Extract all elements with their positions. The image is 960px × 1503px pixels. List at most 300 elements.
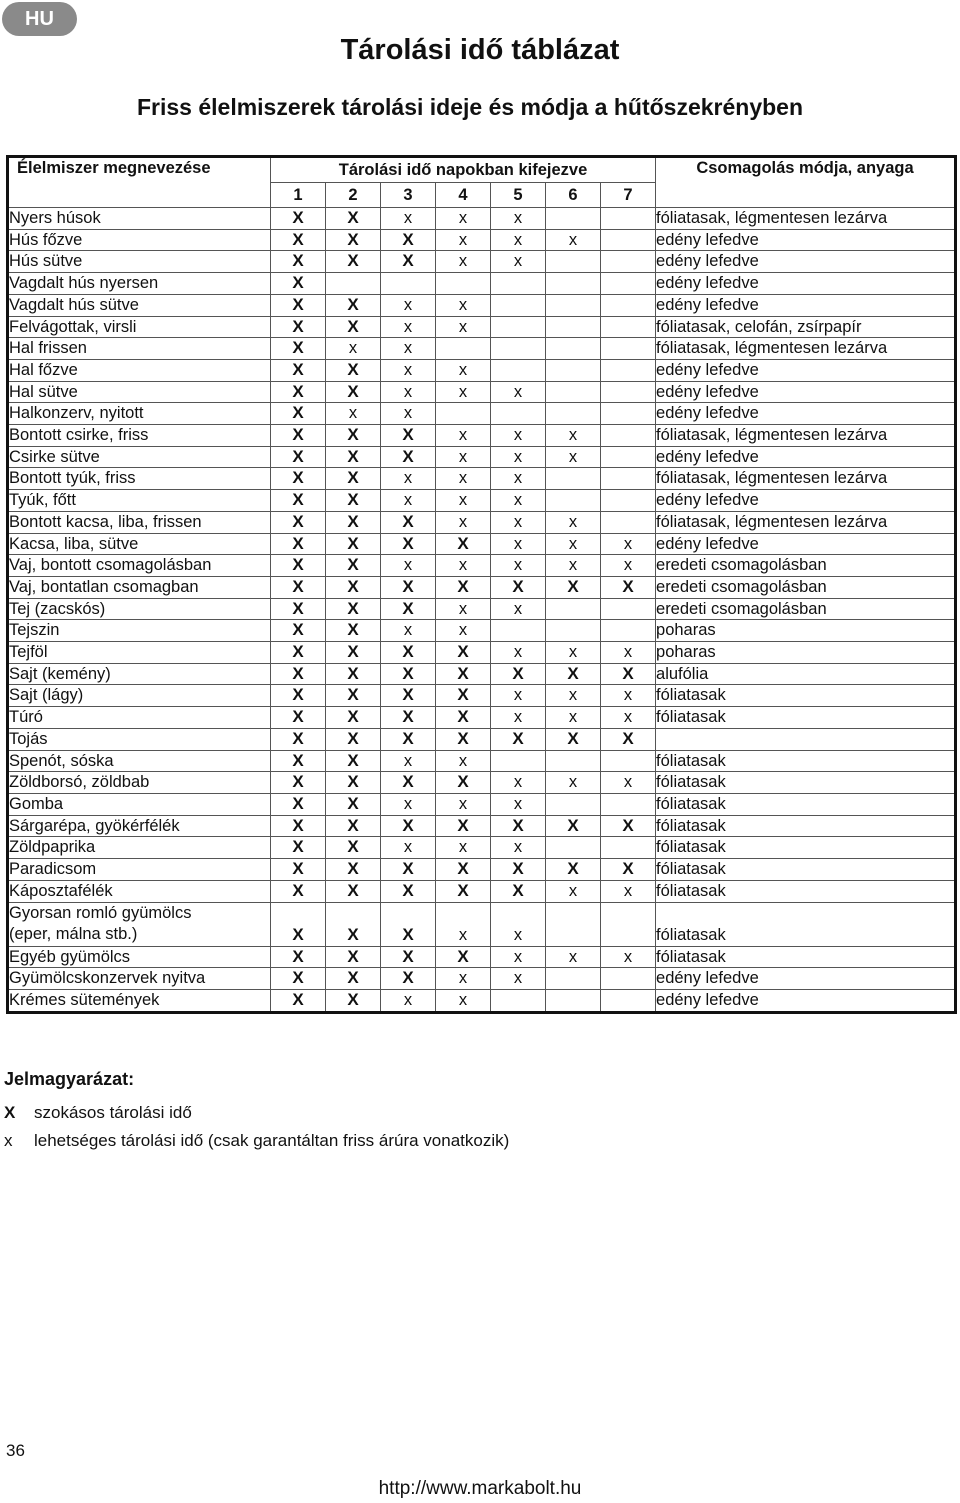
food-name-cell: Sárgarépa, gyökérfélék xyxy=(8,815,271,837)
food-name-cell: Krémes sütemények xyxy=(8,989,271,1012)
table-row xyxy=(8,533,956,555)
packaging-cell: fóliatasak, légmentesen lezárva xyxy=(656,425,956,447)
food-name-cell: Kacsa, liba, sütve xyxy=(8,533,271,555)
day-5-mark: x xyxy=(491,468,546,490)
day-2-mark: X xyxy=(326,880,381,902)
day-2-mark: X xyxy=(326,859,381,881)
day-4-mark xyxy=(436,403,491,425)
language-badge: HU xyxy=(2,2,77,36)
table-row xyxy=(8,989,956,1012)
day-6-mark xyxy=(546,902,601,946)
packaging-cell: poharas xyxy=(656,642,956,664)
table-row xyxy=(8,663,956,685)
packaging-cell: alufólia xyxy=(656,663,956,685)
food-name-cell: Hús sütve xyxy=(8,251,271,273)
day-1-mark: X xyxy=(271,425,326,447)
day-1-mark: X xyxy=(271,598,326,620)
day-6-mark xyxy=(546,316,601,338)
day-3-mark: x xyxy=(381,359,436,381)
table-row xyxy=(8,576,956,598)
day-4-mark: x xyxy=(436,837,491,859)
day-1-mark: X xyxy=(271,728,326,750)
day-7-mark: X xyxy=(601,576,656,598)
packaging-cell: eredeti csomagolásban xyxy=(656,555,956,577)
table-row xyxy=(8,251,956,273)
day-5-mark: x xyxy=(491,598,546,620)
day-2-mark: X xyxy=(326,620,381,642)
packaging-cell: edény lefedve xyxy=(656,381,956,403)
table-row xyxy=(8,968,956,990)
day-4-mark: X xyxy=(436,728,491,750)
food-name-cell: Bontott kacsa, liba, frissen xyxy=(8,511,271,533)
packaging-cell: fóliatasak, légmentesen lezárva xyxy=(656,468,956,490)
table-row xyxy=(8,511,956,533)
packaging-cell: fóliatasak xyxy=(656,859,956,881)
day-2-mark: x xyxy=(326,403,381,425)
day-5-mark: X xyxy=(491,576,546,598)
day-1-mark: X xyxy=(271,642,326,664)
day-3-mark: X xyxy=(381,598,436,620)
day-6-mark xyxy=(546,598,601,620)
day-4-mark: x xyxy=(436,251,491,273)
day-7-mark: x xyxy=(601,555,656,577)
day-5-mark: x xyxy=(491,533,546,555)
day-5-mark xyxy=(491,620,546,642)
day-4-mark: x xyxy=(436,208,491,230)
day-2-mark: X xyxy=(326,837,381,859)
day-5-mark xyxy=(491,989,546,1012)
day-1-mark: X xyxy=(271,316,326,338)
table-row xyxy=(8,902,956,946)
day-7-mark xyxy=(601,446,656,468)
day-4-mark: X xyxy=(436,815,491,837)
food-name-cell: Spenót, sóska xyxy=(8,750,271,772)
day-7-mark: X xyxy=(601,815,656,837)
day-7-mark xyxy=(601,837,656,859)
day-5-mark: x xyxy=(491,707,546,729)
packaging-cell: fóliatasak, celofán, zsírpapír xyxy=(656,316,956,338)
packaging-cell: poharas xyxy=(656,620,956,642)
table-row xyxy=(8,403,956,425)
day-3-mark: X xyxy=(381,968,436,990)
table-row xyxy=(8,338,956,360)
packaging-cell: edény lefedve xyxy=(656,251,956,273)
day-3-mark: x xyxy=(381,555,436,577)
day-2-mark: X xyxy=(326,446,381,468)
food-name-cell: Bontott csirke, friss xyxy=(8,425,271,447)
day-7-mark xyxy=(601,598,656,620)
day-4-mark: x xyxy=(436,793,491,815)
day-5-mark xyxy=(491,294,546,316)
day-7-mark xyxy=(601,208,656,230)
day-4-mark: x xyxy=(436,359,491,381)
day-3-mark: X xyxy=(381,511,436,533)
day-4-mark: x xyxy=(436,490,491,512)
table-row xyxy=(8,555,956,577)
day-7-mark xyxy=(601,793,656,815)
packaging-cell: edény lefedve xyxy=(656,490,956,512)
day-header-4: 4 xyxy=(436,183,491,208)
day-1-mark: X xyxy=(271,208,326,230)
food-name-cell: Hal sütve xyxy=(8,381,271,403)
day-6-mark xyxy=(546,968,601,990)
day-7-mark: x xyxy=(601,880,656,902)
day-1-mark: X xyxy=(271,338,326,360)
day-1-mark: X xyxy=(271,989,326,1012)
food-name-cell: Zöldborsó, zöldbab xyxy=(8,772,271,794)
table-row xyxy=(8,294,956,316)
table-row xyxy=(8,446,956,468)
day-2-mark: X xyxy=(326,598,381,620)
day-header-3: 3 xyxy=(381,183,436,208)
day-header-5: 5 xyxy=(491,183,546,208)
day-2-mark: X xyxy=(326,902,381,946)
day-5-mark: x xyxy=(491,229,546,251)
packaging-cell: fóliatasak xyxy=(656,750,956,772)
day-4-mark: x xyxy=(436,425,491,447)
day-1-mark: X xyxy=(271,685,326,707)
day-3-mark: x xyxy=(381,403,436,425)
packaging-cell: edény lefedve xyxy=(656,446,956,468)
day-1-mark: X xyxy=(271,880,326,902)
day-4-mark: x xyxy=(436,968,491,990)
day-header-7: 7 xyxy=(601,183,656,208)
day-6-mark xyxy=(546,837,601,859)
day-7-mark: x xyxy=(601,946,656,968)
table-row xyxy=(8,229,956,251)
food-name-cell: Vaj, bontatlan csomagban xyxy=(8,576,271,598)
day-6-mark xyxy=(546,273,601,295)
day-4-mark: X xyxy=(436,663,491,685)
table-row xyxy=(8,468,956,490)
packaging-cell: fóliatasak xyxy=(656,793,956,815)
food-name-cell: Halkonzerv, nyitott xyxy=(8,403,271,425)
day-4-mark: x xyxy=(436,446,491,468)
day-header-1: 1 xyxy=(271,183,326,208)
column-header-food-name: Élelmiszer megnevezése xyxy=(8,157,271,208)
day-5-mark: x xyxy=(491,772,546,794)
day-5-mark xyxy=(491,750,546,772)
day-7-mark xyxy=(601,968,656,990)
day-5-mark: x xyxy=(491,837,546,859)
day-2-mark xyxy=(326,273,381,295)
day-4-mark: X xyxy=(436,707,491,729)
day-7-mark: x xyxy=(601,707,656,729)
day-2-mark: X xyxy=(326,685,381,707)
day-7-mark: X xyxy=(601,859,656,881)
table-row xyxy=(8,642,956,664)
day-6-mark: x xyxy=(546,229,601,251)
day-3-mark: x xyxy=(381,490,436,512)
day-7-mark xyxy=(601,902,656,946)
day-2-mark: X xyxy=(326,359,381,381)
day-4-mark xyxy=(436,338,491,360)
day-7-mark xyxy=(601,316,656,338)
day-3-mark: X xyxy=(381,946,436,968)
day-4-mark: x xyxy=(436,598,491,620)
day-6-mark: x xyxy=(546,555,601,577)
day-1-mark: X xyxy=(271,576,326,598)
day-5-mark: X xyxy=(491,859,546,881)
day-5-mark xyxy=(491,403,546,425)
day-4-mark: x xyxy=(436,468,491,490)
food-name-cell: Csirke sütve xyxy=(8,446,271,468)
table-row xyxy=(8,425,956,447)
day-4-mark: X xyxy=(436,642,491,664)
day-2-mark: X xyxy=(326,533,381,555)
day-2-mark: X xyxy=(326,576,381,598)
day-6-mark xyxy=(546,793,601,815)
table-row xyxy=(8,316,956,338)
day-7-mark: x xyxy=(601,642,656,664)
packaging-cell: edény lefedve xyxy=(656,968,956,990)
packaging-cell: edény lefedve xyxy=(656,403,956,425)
day-4-mark: X xyxy=(436,946,491,968)
table-body xyxy=(8,208,956,1013)
day-5-mark: X xyxy=(491,880,546,902)
day-7-mark xyxy=(601,273,656,295)
day-5-mark: x xyxy=(491,251,546,273)
day-7-mark: X xyxy=(601,728,656,750)
food-name-cell: Hal frissen xyxy=(8,338,271,360)
day-2-mark: X xyxy=(326,989,381,1012)
food-name-cell: Bontott tyúk, friss xyxy=(8,468,271,490)
day-5-mark: x xyxy=(491,490,546,512)
day-1-mark: X xyxy=(271,968,326,990)
food-name-cell: Gomba xyxy=(8,793,271,815)
day-5-mark: X xyxy=(491,663,546,685)
day-2-mark: X xyxy=(326,251,381,273)
day-6-mark xyxy=(546,490,601,512)
packaging-cell: fóliatasak xyxy=(656,815,956,837)
legend-title: Jelmagyarázat: xyxy=(4,1069,135,1089)
table-row xyxy=(8,880,956,902)
table-row xyxy=(8,381,956,403)
day-5-mark: x xyxy=(491,555,546,577)
page-number: 36 xyxy=(6,1441,25,1460)
legend-item-possible xyxy=(4,1131,509,1151)
food-name-cell: Vagdalt hús nyersen xyxy=(8,273,271,295)
food-name-cell: Hal főzve xyxy=(8,359,271,381)
packaging-cell: fóliatasak xyxy=(656,837,956,859)
day-5-mark: x xyxy=(491,968,546,990)
day-3-mark: X xyxy=(381,576,436,598)
day-3-mark: X xyxy=(381,728,436,750)
day-6-mark xyxy=(546,403,601,425)
day-1-mark: X xyxy=(271,381,326,403)
day-3-mark: x xyxy=(381,793,436,815)
table-row xyxy=(8,837,956,859)
food-name-cell: Káposztafélék xyxy=(8,880,271,902)
day-6-mark xyxy=(546,251,601,273)
day-4-mark: x xyxy=(436,620,491,642)
day-2-mark: X xyxy=(326,946,381,968)
day-5-mark xyxy=(491,316,546,338)
day-1-mark: X xyxy=(271,511,326,533)
day-5-mark xyxy=(491,359,546,381)
food-name-cell: Gyümölcskonzervek nyitva xyxy=(8,968,271,990)
day-6-mark xyxy=(546,208,601,230)
day-6-mark: X xyxy=(546,576,601,598)
day-4-mark: X xyxy=(436,576,491,598)
day-2-mark: X xyxy=(326,381,381,403)
day-6-mark xyxy=(546,338,601,360)
food-name-cell xyxy=(8,902,271,946)
day-1-mark: X xyxy=(271,663,326,685)
day-3-mark: x xyxy=(381,989,436,1012)
day-2-mark: X xyxy=(326,728,381,750)
day-4-mark: x xyxy=(436,381,491,403)
table-row xyxy=(8,750,956,772)
day-5-mark: x xyxy=(491,446,546,468)
day-3-mark: X xyxy=(381,229,436,251)
table-row xyxy=(8,273,956,295)
day-2-mark: X xyxy=(326,294,381,316)
packaging-cell: fóliatasak xyxy=(656,902,956,946)
day-4-mark: x xyxy=(436,555,491,577)
day-7-mark xyxy=(601,425,656,447)
day-5-mark: x xyxy=(491,208,546,230)
day-2-mark: X xyxy=(326,707,381,729)
food-name-cell: Sajt (kemény) xyxy=(8,663,271,685)
day-3-mark: x xyxy=(381,294,436,316)
day-2-mark: X xyxy=(326,468,381,490)
day-7-mark xyxy=(601,251,656,273)
packaging-cell: fóliatasak xyxy=(656,946,956,968)
day-6-mark xyxy=(546,359,601,381)
day-7-mark: X xyxy=(601,663,656,685)
packaging-cell: fóliatasak xyxy=(656,685,956,707)
packaging-cell: fóliatasak, légmentesen lezárva xyxy=(656,338,956,360)
table-row xyxy=(8,598,956,620)
day-2-mark: X xyxy=(326,772,381,794)
table-row xyxy=(8,707,956,729)
day-1-mark: X xyxy=(271,229,326,251)
day-1-mark: X xyxy=(271,403,326,425)
day-1-mark: X xyxy=(271,359,326,381)
packaging-cell xyxy=(656,728,956,750)
day-6-mark xyxy=(546,468,601,490)
day-7-mark xyxy=(601,294,656,316)
day-5-mark xyxy=(491,338,546,360)
day-7-mark xyxy=(601,229,656,251)
day-2-mark: X xyxy=(326,316,381,338)
day-3-mark: x xyxy=(381,338,436,360)
day-1-mark: X xyxy=(271,620,326,642)
day-4-mark: X xyxy=(436,772,491,794)
day-2-mark: X xyxy=(326,555,381,577)
day-3-mark: x xyxy=(381,837,436,859)
day-7-mark xyxy=(601,750,656,772)
day-6-mark: X xyxy=(546,815,601,837)
day-4-mark: x xyxy=(436,750,491,772)
day-5-mark: x xyxy=(491,946,546,968)
day-6-mark: x xyxy=(546,425,601,447)
day-6-mark: x xyxy=(546,511,601,533)
packaging-cell: edény lefedve xyxy=(656,989,956,1012)
day-3-mark: X xyxy=(381,707,436,729)
page-title: Tárolási idő táblázat xyxy=(340,34,620,66)
day-1-mark: X xyxy=(271,815,326,837)
table-row xyxy=(8,685,956,707)
food-name-cell: Felvágottak, virsli xyxy=(8,316,271,338)
legend-symbol-small-x: x xyxy=(4,1131,13,1150)
day-3-mark: X xyxy=(381,642,436,664)
day-1-mark: X xyxy=(271,707,326,729)
day-3-mark: X xyxy=(381,880,436,902)
packaging-cell: fóliatasak xyxy=(656,772,956,794)
day-5-mark: x xyxy=(491,685,546,707)
day-3-mark: X xyxy=(381,251,436,273)
day-5-mark: x xyxy=(491,902,546,946)
table-row xyxy=(8,946,956,968)
day-6-mark xyxy=(546,294,601,316)
food-name-cell: Egyéb gyümölcs xyxy=(8,946,271,968)
day-6-mark: X xyxy=(546,859,601,881)
column-header-packaging: Csomagolás módja, anyaga xyxy=(656,157,956,208)
day-2-mark: X xyxy=(326,490,381,512)
packaging-cell: eredeti csomagolásban xyxy=(656,576,956,598)
day-7-mark xyxy=(601,620,656,642)
packaging-cell: edény lefedve xyxy=(656,229,956,251)
day-5-mark: X xyxy=(491,728,546,750)
day-6-mark: x xyxy=(546,642,601,664)
page-subtitle: Friss élelmiszerek tárolási ideje és módja a hűtőszekrényben xyxy=(136,94,803,120)
day-6-mark: x xyxy=(546,685,601,707)
packaging-cell: eredeti csomagolásban xyxy=(656,598,956,620)
day-7-mark xyxy=(601,381,656,403)
day-7-mark xyxy=(601,989,656,1012)
packaging-cell: edény lefedve xyxy=(656,533,956,555)
day-1-mark: X xyxy=(271,533,326,555)
day-1-mark: X xyxy=(271,273,326,295)
footer-url: http://www.markabolt.hu xyxy=(378,1478,582,1499)
day-6-mark: X xyxy=(546,663,601,685)
food-name-cell: Paradicsom xyxy=(8,859,271,881)
day-5-mark xyxy=(491,273,546,295)
day-5-mark: x xyxy=(491,425,546,447)
day-2-mark: X xyxy=(326,425,381,447)
day-2-mark: X xyxy=(326,750,381,772)
day-6-mark: X xyxy=(546,728,601,750)
day-1-mark: X xyxy=(271,490,326,512)
day-1-mark: X xyxy=(271,468,326,490)
day-5-mark: x xyxy=(491,793,546,815)
day-2-mark: X xyxy=(326,815,381,837)
day-5-mark: x xyxy=(491,511,546,533)
food-name-cell: Tej (zacskós) xyxy=(8,598,271,620)
packaging-cell: fóliatasak xyxy=(656,707,956,729)
day-4-mark xyxy=(436,273,491,295)
food-name-cell: Zöldpaprika xyxy=(8,837,271,859)
table-row xyxy=(8,208,956,230)
food-name-cell: Nyers húsok xyxy=(8,208,271,230)
day-3-mark: x xyxy=(381,316,436,338)
day-3-mark: X xyxy=(381,772,436,794)
food-name-cell: Sajt (lágy) xyxy=(8,685,271,707)
day-3-mark: X xyxy=(381,859,436,881)
day-3-mark: x xyxy=(381,750,436,772)
day-3-mark: x xyxy=(381,620,436,642)
day-1-mark: X xyxy=(271,555,326,577)
packaging-cell: edény lefedve xyxy=(656,294,956,316)
food-name-cell: Tyúk, főtt xyxy=(8,490,271,512)
legend-item-usual xyxy=(4,1103,192,1123)
day-6-mark: x xyxy=(546,880,601,902)
day-4-mark: x xyxy=(436,511,491,533)
day-4-mark: x xyxy=(436,902,491,946)
packaging-cell: fóliatasak xyxy=(656,880,956,902)
